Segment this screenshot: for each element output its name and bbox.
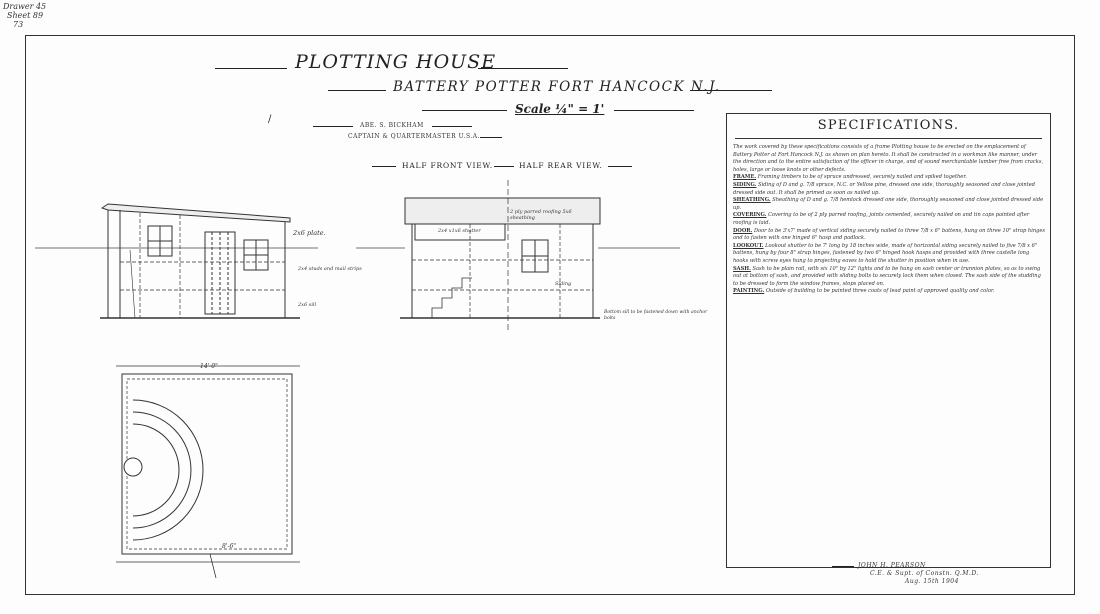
plan-dim-top: 14'-0" xyxy=(200,363,218,370)
spec-section-painting: PAINTING. Outside of building to be painted three coats of lead paint of approved quality and color. xyxy=(733,288,995,295)
plan-dim-bottom: 8'-6" xyxy=(222,543,237,550)
scale-label: Scale ¼" = 1' xyxy=(515,102,605,116)
siding-label: Siding xyxy=(555,281,572,287)
front-rear-elevation xyxy=(400,180,600,330)
spec-section-frame: FRAME. Framing timbers to be of spruce undressed, securely nailed and spiked together. xyxy=(733,174,967,181)
spec-section-sash: SASH. Sash to be plain rail, with six 10" by 12" lights and to be hung on sash center or trunnion plates, so as to swing out at bottom of sash, and provided with sliding bolts to securely lock them when closed. The sash side of the studding to be dressed to form the window frames, stops placed on. xyxy=(733,265,1041,287)
spec-section-door: DOOR. Door to be 3'x7' made of vertical siding securely nailed to three 7/8 x 6" battens, hung on three 10" strap hinges and to fasten with one hinged 6" hasp and padlock. xyxy=(733,227,1046,242)
approver-rank: CAPTAIN & QUARTERMASTER U.S.A. xyxy=(348,133,481,140)
engineer-title: C.E. & Supt. of Constn. Q.M.D. xyxy=(870,570,979,577)
specifications-rule xyxy=(735,138,1042,139)
anchor-label: Bottom sill to be fastened down with anchor bolts xyxy=(604,310,708,321)
plate-label: 2x6 plate. xyxy=(293,229,326,237)
studs-label: 2x4 studs and mail strips xyxy=(298,266,362,272)
bottom-sig-rule xyxy=(832,566,854,567)
roofing-label: 2 ply parred roofing 5x6 sheathing xyxy=(510,209,572,221)
specifications-body xyxy=(733,144,1045,296)
shutter-label: 2x4 x1x6 shutter xyxy=(438,228,481,234)
stamp-number: 73 xyxy=(13,20,24,29)
signature-date: Aug. 15th 1904 xyxy=(905,578,959,585)
half-rear-view-label: HALF REAR VIEW. xyxy=(519,161,603,170)
spec-section-sheathing: SHEATHING. Sheathing of D and g. 7/8 hemlock dressed one side, thoroughly seasoned and close jointed dressed side up. xyxy=(733,197,1044,211)
half-front-view-label: HALF FRONT VIEW. xyxy=(402,161,493,170)
pencil-tick: / xyxy=(268,114,272,125)
floor-plan xyxy=(116,366,300,578)
stamp-drawer: Drawer 45 xyxy=(3,2,47,11)
engineer-name: JOHN H. PEARSON xyxy=(858,562,926,569)
spec-section-lookout: LOOKOUT. Lookout shutter to be 7' long by 18 inches wide, made of horizontal siding securely nailed to five 7/8 x 6" battens, hung by four 8" strap hinges, fastened by two 6" hinged hook hasps and provided with three castelle long hooks with screw eyes hung to projecting eaves to hold the shutter in position when in use. xyxy=(733,242,1038,264)
approver-name: ABE. S. BICKHAM xyxy=(360,122,424,129)
spec-intro: The work covered by these specifications consists of a frame Plotting house to be erected on the emplacement of Battery Potter at Fort Hancock N.J. as shown on plan hereto. It shall be constructed in a workman like manner, under the direction and to the entire satisfaction of the officer in charge, and of sound merchantable lumber free from cracks, holes, large or loose knots or other defects. xyxy=(733,144,1044,173)
side-elevation xyxy=(100,204,300,318)
sill-label: 2x6 sill xyxy=(298,302,317,308)
spec-section-covering: COVERING. Covering to be of 2 ply parred roofing, joints cemented, securely nailed on and tin caps painted after roofing is laid. xyxy=(733,212,1030,226)
stamp-sheet: Sheet 89 xyxy=(7,11,44,20)
specifications-panel xyxy=(726,113,1051,568)
spec-section-siding: SIDING. Siding of D and g. 7/8 spruce, N.C. or Yellow pine, dressed one side, thoroughly seasoned and close jointed dressed side out. It shall be primed as soon as nailed up. xyxy=(733,181,1036,196)
page-title: PLOTTING HOUSE xyxy=(295,51,497,73)
specifications-heading: SPECIFICATIONS. xyxy=(817,118,960,133)
page-subtitle: BATTERY POTTER FORT HANCOCK N.J. xyxy=(393,79,721,95)
